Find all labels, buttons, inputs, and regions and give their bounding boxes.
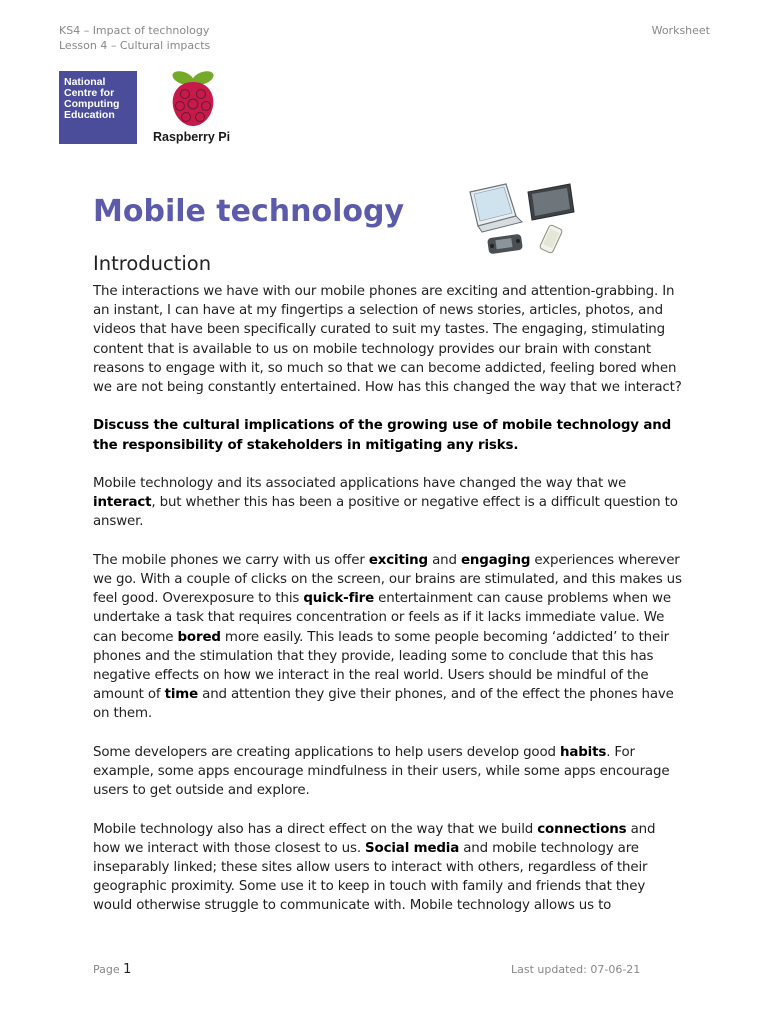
- header-doc-type: Worksheet: [651, 24, 710, 37]
- text-run: Mobile technology and its associated applications have changed the way that we: [93, 476, 627, 491]
- last-updated: Last updated: 07-06-21: [511, 963, 641, 976]
- paragraph-intro: [93, 282, 683, 397]
- mobile-devices-illustration: [466, 182, 578, 260]
- bold-term: time: [164, 687, 199, 703]
- bold-term: exciting: [368, 552, 428, 568]
- text-run: and: [427, 552, 461, 568]
- text-run: The mobile phones we carry with us offer: [93, 552, 369, 568]
- header-course: KS4 – Impact of technology: [59, 24, 210, 37]
- text-run: . For example, some apps encourage mindfulness in their users, while some apps encourage users to get outside and explore.: [93, 744, 670, 799]
- game-console-icon: [487, 234, 523, 255]
- tablet-icon: [528, 184, 574, 220]
- smartphone-icon: [539, 224, 563, 253]
- paragraph-p1: [93, 474, 683, 532]
- bold-term: Social media: [365, 840, 460, 856]
- ncce-logo: [59, 71, 137, 144]
- bold-term: bored: [177, 629, 221, 645]
- text-run: Some developers are creating applications to help users develop good: [93, 744, 560, 760]
- section-heading-introduction: Introduction: [93, 252, 212, 275]
- paragraph-prompt: [93, 416, 683, 454]
- bold-term: engaging: [460, 552, 531, 568]
- ncce-logo-line: National: [64, 76, 106, 88]
- bold-term: quick-fire: [303, 591, 375, 607]
- page-label: Page: [93, 963, 120, 976]
- raspberry-icon: [171, 69, 216, 126]
- page-number: 1: [123, 962, 132, 977]
- text-run: , but whether this has been a positive or negative effect is a difficult question to answer.: [93, 495, 678, 530]
- text-run: and attention they give their phones, and of the effect the phones have on them.: [93, 687, 674, 722]
- ncce-logo-line: Computing: [64, 98, 120, 110]
- ncce-logo-line: Education: [64, 109, 115, 121]
- text-run: and mobile technology are inseparably linked; these sites allow users to interact with others, regardless of their geographic proximity. Some use it to keep in touch with family and friends that they would otherwise struggle to communicate with. Mobile technology allows us to: [93, 840, 648, 914]
- paragraph-p4: [93, 820, 683, 916]
- text-run: experiences wherever we go. With a couple of clicks on the screen, our brains are stimulated, and this makes us feel good. Overexposure to this: [93, 552, 682, 607]
- text-run: Mobile technology also has a direct effect on the way that we build: [93, 821, 538, 837]
- paragraph-p2: [93, 551, 683, 724]
- ncce-logo-line: Centre for: [64, 87, 115, 99]
- bold-term: habits: [559, 744, 607, 760]
- body-content: [93, 282, 683, 935]
- bold-term: Discuss the cultural implications of the growing use of mobile technology and the responsibility of stakeholders in mitigating any risks.: [93, 418, 672, 453]
- text-run: entertainment can cause problems when we undertake a task that requires concentration or feels as if it lacks immediate value. We can become: [93, 591, 671, 645]
- header-lesson: Lesson 4 – Cultural impacts: [59, 39, 211, 52]
- text-run: and how we interact with those closest to us.: [93, 821, 656, 856]
- page-indicator: [93, 962, 131, 977]
- bold-term: interact: [93, 495, 152, 511]
- text-run: The interactions we have with our mobile phones are exciting and attention-grabbing. In an instant, I can have at my fingertips a selection of news stories, articles, photos, and videos that have been specifically curated to suit my tastes. The engaging, stimulating content that is available to us on mobile technology provides our brain with constant reasons to engage with it, so much so that we can become addicted, feeling bored when we are not being constantly entertained. How has this changed the way that we interact?: [93, 284, 682, 396]
- laptop-icon: [470, 184, 522, 232]
- paragraph-p3: [93, 743, 683, 801]
- bold-term: connections: [537, 821, 627, 837]
- text-run: more easily. This leads to some people becoming ‘addicted’ to their phones and the stimulation that they provide, leading some to conclude that this has negative effects on how we interact in the real world. Users should be mindful of the amount of: [93, 629, 670, 703]
- raspberry-pi-logo-text: Raspberry Pi: [153, 130, 231, 144]
- page-title: Mobile technology: [93, 194, 405, 229]
